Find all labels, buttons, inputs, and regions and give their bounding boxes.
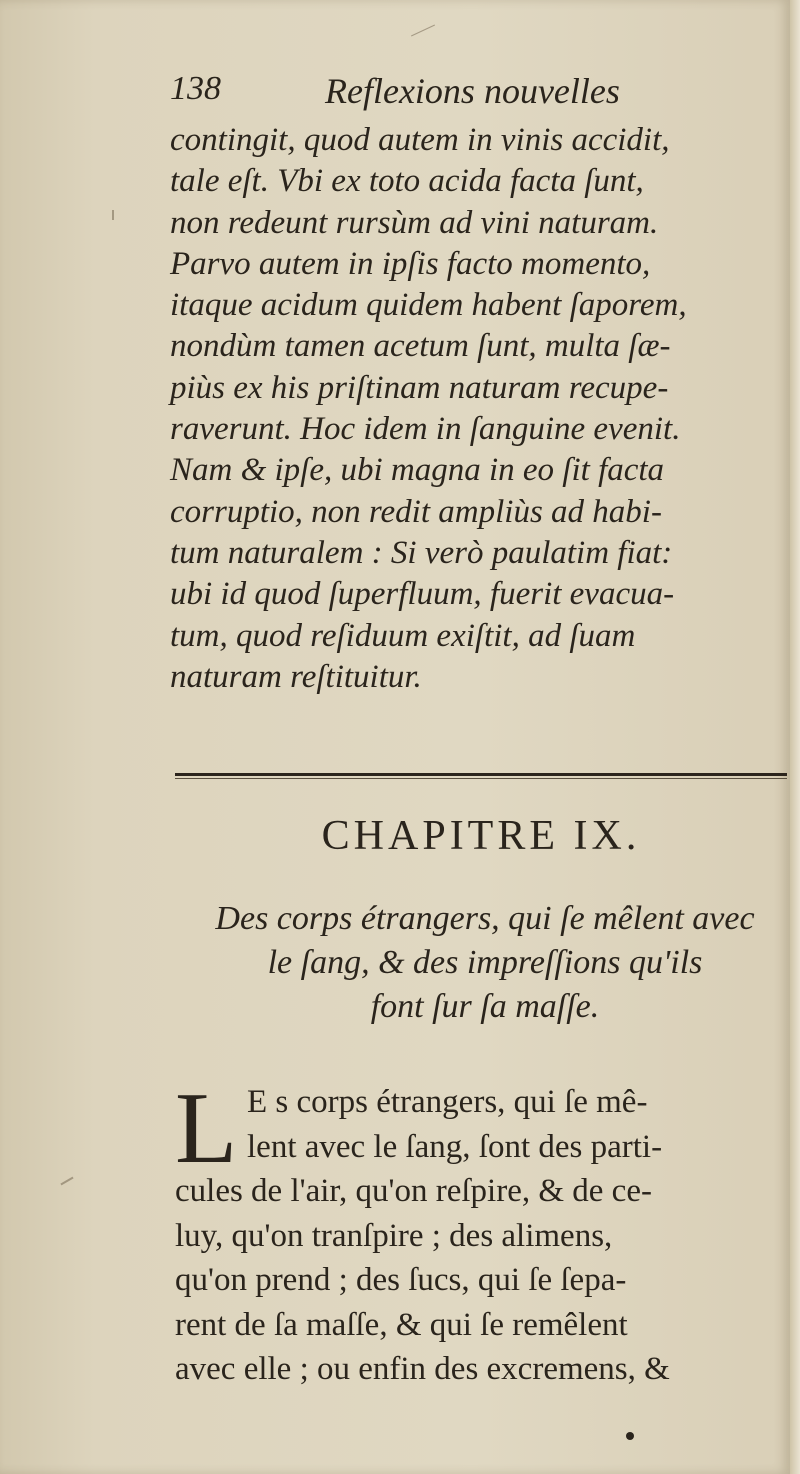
subtitle-line: Des corps étrangers, qui ſe mêlent avec	[215, 900, 755, 937]
section-rule-thin	[175, 778, 787, 779]
page-number: 138	[170, 70, 221, 107]
subtitle-line: font ſur ſa maſſe.	[370, 988, 600, 1025]
text-line: luy, qu'on tranſpire ; des alimens,	[175, 1217, 613, 1254]
text-line: itaque acidum quidem habent ſaporem,	[170, 287, 687, 324]
text-line: non redeunt rursùm ad vini naturam.	[170, 204, 659, 241]
text-line: ubi id quod ſuperfluum, fuerit evacua-	[170, 576, 675, 613]
ink-dot	[626, 1432, 634, 1440]
text-line: Parvo autem in ipſis facto momento,	[170, 245, 651, 282]
text-line: tale eſt. Vbi ex toto acida facta ſunt,	[170, 163, 644, 200]
paper-speck	[112, 210, 114, 220]
text-line: avec elle ; ou enfin des excremens, &	[175, 1351, 670, 1387]
chapter-title: CHAPITRE IX.	[321, 813, 641, 859]
chapter-subtitle	[175, 897, 795, 1029]
drop-cap: L	[175, 1072, 238, 1185]
page-edge	[790, 0, 800, 1474]
text-line: corruptio, non redit ampliùs ad habi-	[170, 493, 662, 530]
text-line: tum, quod reſiduum exiſtit, ad ſuam	[170, 617, 636, 654]
text-line: cules de l'air, qu'on reſpire, & de ce-	[175, 1173, 652, 1209]
text-line: contingit, quod autem in vinis accidit,	[170, 122, 670, 158]
text-line: Nam & ipſe, ubi magna in eo ſit facta	[170, 452, 665, 489]
page-header	[170, 70, 780, 120]
text-line: qu'on prend ; des ſucs, qui ſe ſepa-	[175, 1262, 627, 1298]
text-line: lent avec le ſang, ſont des parti-	[247, 1128, 663, 1165]
body-paragraph	[175, 1072, 790, 1392]
text-line: tum naturalem : Si verò paulatim fiat:	[170, 534, 673, 571]
text-line: nondùm tamen acetum ſunt, multa ſæ-	[170, 328, 671, 365]
subtitle-line: le ſang, & des impreſſions qu'ils	[267, 944, 703, 981]
running-head: Reflexions nouvelles	[325, 71, 620, 111]
text-line: rent de ſa maſſe, & qui ſe remêlent	[175, 1306, 628, 1343]
text-line: naturam reſtituitur.	[170, 658, 422, 695]
text-line: piùs ex his priſtinam naturam recupe-	[170, 369, 669, 406]
text-line: E s corps étrangers, qui ſe mê-	[247, 1084, 648, 1120]
latin-paragraph	[170, 120, 790, 698]
section-rule	[175, 773, 787, 776]
text-line: raverunt. Hoc idem in ſanguine evenit.	[170, 411, 681, 448]
